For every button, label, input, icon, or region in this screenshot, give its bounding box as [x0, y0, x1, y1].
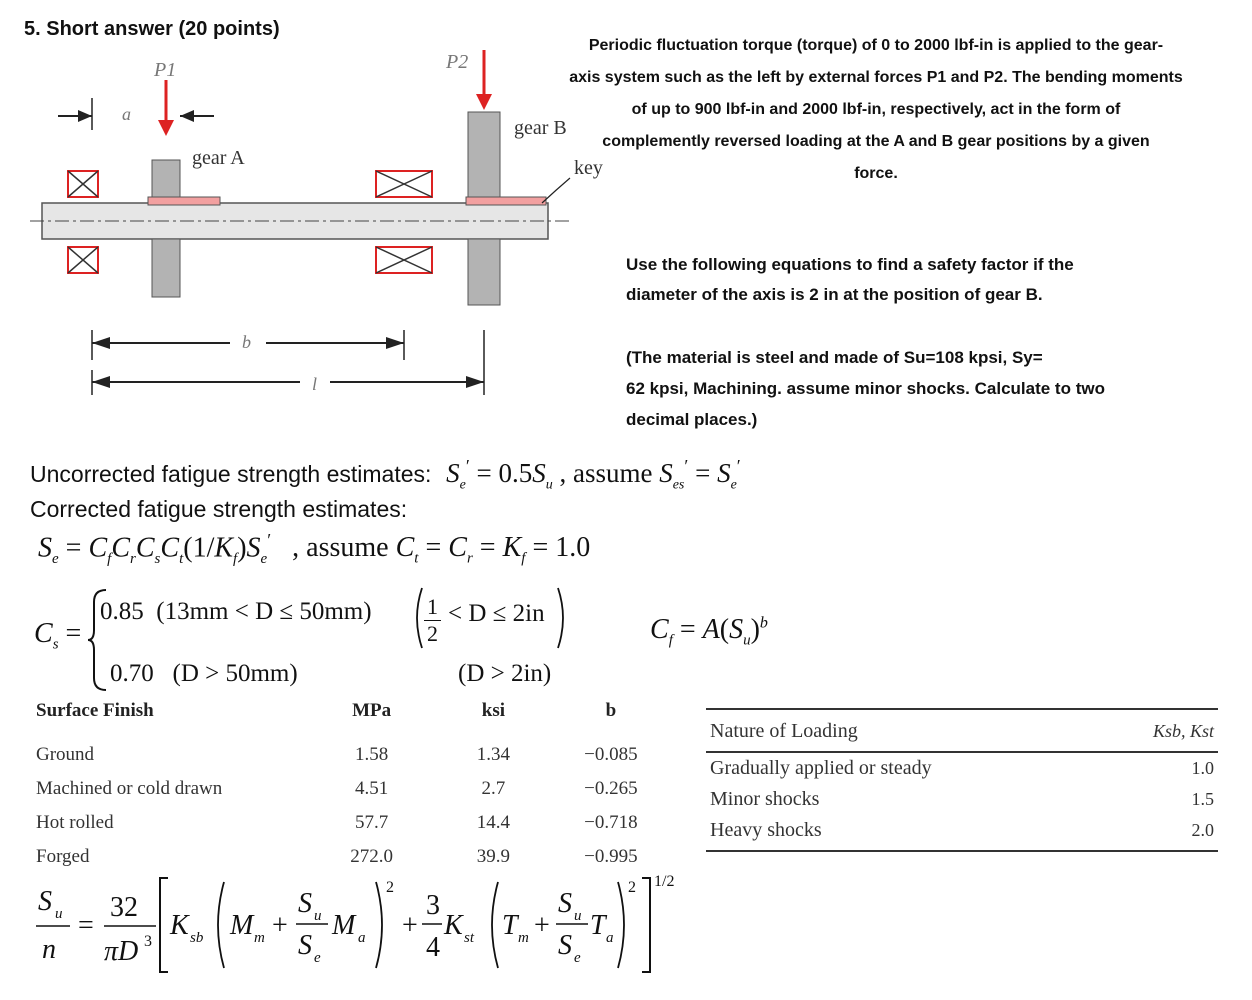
problem-statement	[566, 30, 1186, 190]
uncorrected-label: Uncorrected fatigue strength estimates:	[30, 461, 432, 487]
svg-text:2: 2	[628, 879, 636, 896]
ld-cell: Gradually applied or steady	[710, 757, 932, 779]
cs-row-2-inch: (D > 2in)	[458, 660, 552, 687]
sf-cell: Forged	[36, 846, 90, 867]
sf-cell: 272.0	[350, 846, 393, 867]
p1-arrow	[158, 120, 174, 136]
svg-text:st: st	[464, 930, 475, 946]
dim-b-label: b	[242, 332, 251, 352]
table-row	[706, 784, 1218, 815]
cf-equation: $C_f = A(S_u)^b$	[650, 614, 768, 649]
svg-text:a: a	[606, 930, 614, 946]
problem-line: Periodic fluctuation torque (torque) of 0 to 2000 lbf-in is applied to the gear-	[588, 37, 1164, 54]
svg-text:m: m	[518, 930, 529, 946]
ld-cell: Minor shocks	[710, 788, 820, 810]
svg-text:e: e	[574, 950, 581, 966]
sf-header-b: b	[605, 700, 617, 721]
ld-cell: 1.0	[1191, 758, 1214, 778]
svg-text:πD: πD	[104, 936, 139, 967]
sf-cell: 57.7	[354, 812, 389, 833]
corrected-label: Corrected fatigue strength estimates:	[30, 496, 408, 522]
p2-label: P2	[446, 51, 469, 73]
ld-cell: 2.0	[1100, 815, 1218, 851]
problem-line: complemently reversed loading at the A and B gear positions by a given	[602, 133, 1150, 150]
cs-label: $C_s$ =	[34, 618, 82, 653]
cs-row-1-inch: < D ≤ 2in	[448, 600, 545, 627]
find-line: diameter of the axis is 2 in at the position of gear B.	[626, 285, 1043, 304]
ld-cell: 1.5	[1191, 789, 1214, 809]
material-spec	[626, 342, 1186, 435]
svg-text:K: K	[170, 910, 189, 941]
gear-b-key	[466, 197, 546, 205]
svg-text:32: 32	[110, 892, 138, 923]
sf-header-mpa: MPa	[352, 700, 392, 721]
svg-text:+: +	[402, 910, 418, 941]
problem-line: axis system such as the left by external forces P1 and P2. The bending moments	[569, 69, 1183, 86]
sf-cell: Ground	[36, 744, 95, 765]
cs-row-2: 0.70 (D > 50mm)	[110, 660, 298, 687]
table-row	[30, 806, 670, 840]
table-row	[706, 752, 1218, 784]
loading-table	[706, 708, 1218, 852]
svg-text:2: 2	[386, 879, 394, 896]
svg-text:a: a	[358, 930, 366, 946]
ld-cell: Heavy shocks	[706, 815, 1100, 851]
sf-cell: Machined or cold drawn	[36, 778, 223, 799]
safety-factor-equation	[28, 870, 728, 980]
sf-header-finish: Surface Finish	[36, 700, 154, 721]
uncorrected-equation: Uncorrected fatigue strength estimates: $S_e' = 0.5S_u$ , assume $S_{es}' = S_e'$	[30, 456, 741, 493]
question-heading: 5. Short answer (20 points)	[24, 18, 280, 40]
sf-cell: −0.265	[584, 778, 638, 799]
dim-a-label: a	[122, 104, 131, 124]
svg-text:K: K	[444, 910, 463, 941]
svg-text:+: +	[272, 910, 288, 941]
svg-text:S: S	[298, 930, 312, 961]
cs-row-1: 0.85 (13mm < D ≤ 50mm)	[100, 598, 372, 625]
sf-cell: −0.085	[584, 744, 638, 765]
dim-l-label: l	[312, 374, 318, 394]
svg-text:S: S	[298, 888, 312, 919]
material-line: decimal places.)	[626, 410, 758, 429]
svg-text:u: u	[314, 908, 322, 924]
sf-cell: −0.995	[584, 846, 638, 867]
material-line: 62 kpsi, Machining. assume minor shocks. Calculate to two	[626, 379, 1105, 398]
sf-cell: −0.718	[584, 812, 638, 833]
table-row	[30, 738, 670, 772]
p1-label: P1	[154, 59, 177, 81]
problem-line: force.	[854, 165, 898, 182]
svg-text:4: 4	[426, 932, 440, 963]
gear-a-key	[148, 197, 220, 205]
svg-text:3: 3	[426, 890, 440, 921]
sf-cell: 4.51	[354, 778, 389, 799]
svg-text:T: T	[590, 910, 606, 941]
gear-b-disc-top	[468, 112, 500, 203]
ld-header-nature: Nature of Loading	[706, 709, 1100, 752]
cs-half-fraction: $\frac{1}{2}$	[424, 594, 441, 647]
svg-text:sb: sb	[190, 930, 204, 946]
shaft-diagram	[30, 40, 603, 410]
gear-b-label: gear B	[514, 117, 567, 139]
table-row	[30, 840, 670, 874]
svg-text:S: S	[558, 888, 572, 919]
sf-cell: 14.4	[476, 812, 511, 833]
svg-text:S: S	[38, 886, 52, 917]
problem-line: of up to 900 lbf-in and 2000 lbf-in, respectively, act in the form of	[631, 101, 1121, 118]
find-line: Use the following equations to find a safety factor if the	[626, 255, 1074, 274]
svg-text:n: n	[42, 934, 56, 965]
cs-paren-left	[410, 586, 424, 650]
table-row	[30, 772, 670, 806]
sf-cell: 2.7	[481, 778, 506, 799]
svg-text:T: T	[502, 910, 518, 941]
svg-text:u: u	[574, 908, 582, 924]
p2-arrow	[476, 94, 492, 110]
svg-text:S: S	[558, 930, 572, 961]
svg-text:m: m	[254, 930, 265, 946]
ld-header-k: Ksb, Kst	[1100, 709, 1218, 752]
sf-cell: Hot rolled	[36, 812, 114, 833]
svg-text:+: +	[534, 910, 550, 941]
svg-text:3: 3	[144, 933, 152, 950]
corrected-equation: $S_e = C_fC_rC_sC_t(1/K_f)S_e'$ , assume $C_t = C_r = K_f = 1.0$	[38, 530, 591, 567]
sf-header-ksi: ksi	[481, 700, 506, 721]
svg-text:1/2: 1/2	[654, 873, 675, 890]
svg-text:=: =	[78, 910, 94, 941]
gear-a-disc	[152, 239, 180, 297]
gear-a-label: gear A	[192, 147, 245, 169]
sf-cell: 1.58	[354, 744, 389, 765]
gear-b-disc-bottom	[468, 239, 500, 305]
surface-finish-table	[30, 696, 670, 874]
key-label: key	[574, 157, 603, 179]
svg-text:M: M	[332, 910, 356, 941]
svg-text:e: e	[314, 950, 321, 966]
material-line: (The material is steel and made of Su=108 kpsi, Sy=	[626, 348, 1043, 367]
sf-cell: 39.9	[476, 846, 511, 867]
find-instruction	[626, 250, 1146, 310]
cs-paren-right	[556, 586, 570, 650]
svg-text:M: M	[230, 910, 254, 941]
svg-text:u: u	[55, 906, 63, 922]
sf-cell: 1.34	[476, 744, 511, 765]
table-row	[706, 815, 1218, 851]
